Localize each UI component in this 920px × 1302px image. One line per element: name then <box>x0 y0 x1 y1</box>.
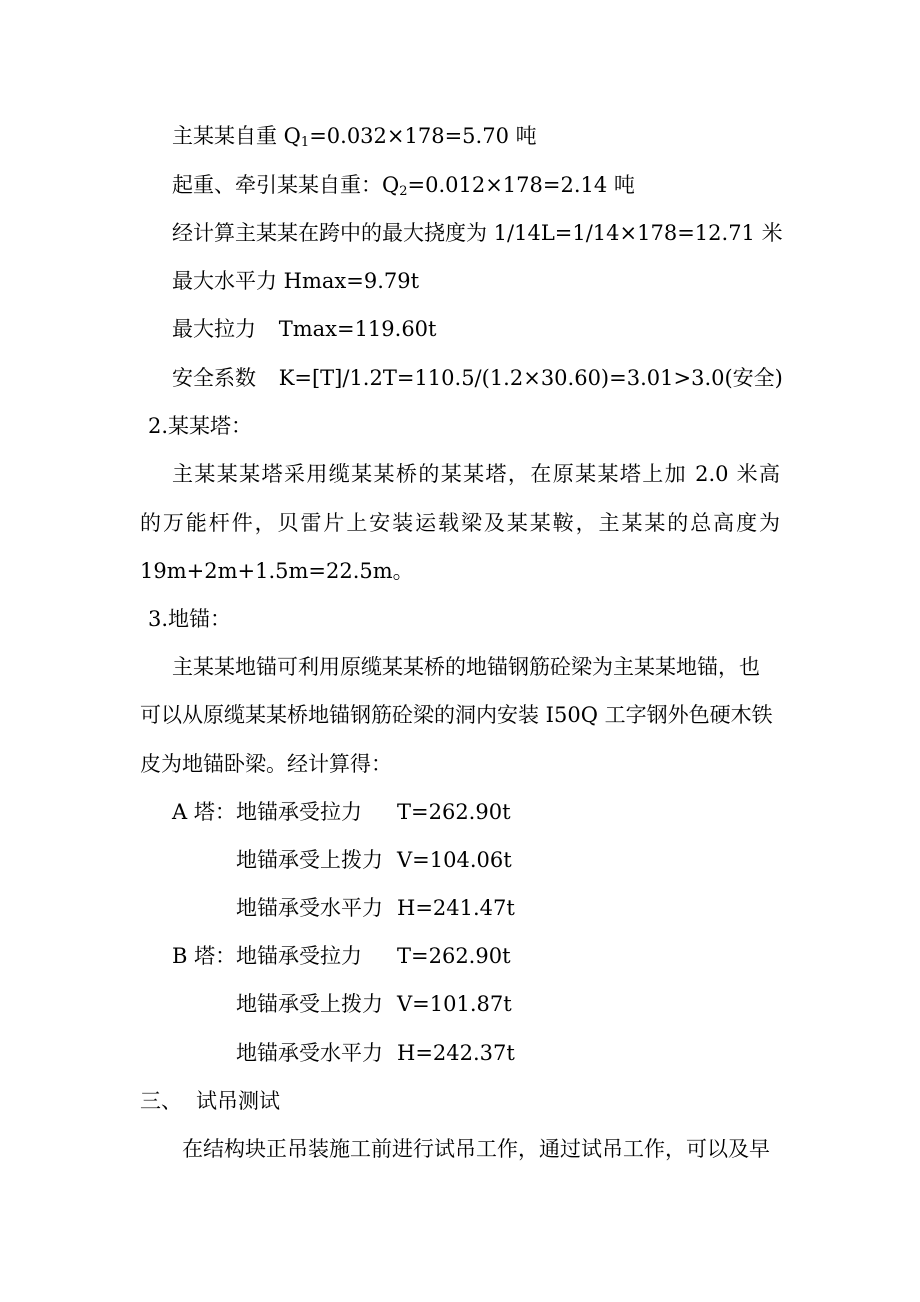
section-three-number: 三、 <box>140 1089 182 1113</box>
section-3-para-line-1: 主某某地锚可利用原缆某某桥的地锚钢筋砼梁为主某某地锚，也 <box>172 655 760 679</box>
section-2-text-1: 主某某某塔采用缆某某桥的某某塔，在原某某塔上加 2.0 米高 <box>172 462 780 486</box>
tower-a-horizontal-value: H=241.47t <box>397 896 515 920</box>
max-tension-value: Tmax=119.60t <box>278 317 437 341</box>
max-tension-label: 最大拉力 <box>172 317 256 341</box>
lifting-weight-line <box>172 171 635 199</box>
safety-factor-line <box>172 364 783 392</box>
section-3-para-line-3: 皮为地锚卧梁。经计算得： <box>140 752 392 776</box>
tower-a-tension-label: 地锚承受拉力 <box>236 800 362 824</box>
section-3-para-line-2: 可以从原缆某某桥地锚钢筋砼梁的洞内安装 I50Q 工字钢外色硬木铁 <box>140 703 773 727</box>
tower-a-uplift-value: V=104.06t <box>397 848 512 872</box>
tower-b-tension-value: T=262.90t <box>397 944 511 968</box>
max-tension-line <box>172 315 437 343</box>
section-three-title: 试吊测试 <box>196 1089 280 1113</box>
section-2-heading: 2.某某塔： <box>148 414 253 438</box>
deflection-line: 经计算主某某在跨中的最大挠度为 1/14L=1/14×178=12.71 米 <box>172 221 783 245</box>
lifting-weight-prefix: 起重、牵引某某自重：Q <box>172 173 400 197</box>
max-horizontal-force-line: 最大水平力 Hmax=9.79t <box>172 269 420 293</box>
tower-a-label: A 塔： <box>172 800 236 824</box>
tower-b-horizontal-value: H=242.37t <box>397 1041 515 1065</box>
self-weight-prefix: 主某某自重 Q <box>172 124 301 148</box>
safety-factor-value: K=[T]/1.2T=110.5/(1.2×30.60)=3.01>3.0(安全) <box>278 366 783 390</box>
tower-b-uplift-label: 地锚承受上拨力 <box>236 992 383 1016</box>
section-2-para-line-2 <box>140 509 780 537</box>
self-weight-value: =0.032×178=5.70 吨 <box>309 124 537 148</box>
self-weight-subscript: 1 <box>300 135 310 150</box>
tower-a-tension-value: T=262.90t <box>397 800 511 824</box>
tower-b-horizontal-label: 地锚承受水平力 <box>236 1041 383 1065</box>
section-2-para-line-1 <box>172 460 780 488</box>
section-2-text-2: 的万能杆件，贝雷片上安装运载梁及某某鞍，主某某的总高度为 <box>140 511 780 535</box>
tower-b-label: B 塔： <box>172 944 237 968</box>
tower-a-horizontal-label: 地锚承受水平力 <box>236 896 383 920</box>
safety-factor-label: 安全系数 <box>172 366 256 390</box>
final-para-line-1: 在结构块正吊装施工前进行试吊工作，通过试吊工作，可以及早 <box>182 1137 770 1161</box>
section-2-para-line-3: 19m+2m+1.5m=22.5m。 <box>140 559 414 583</box>
section-3-heading: 3.地锚： <box>148 607 232 631</box>
tower-b-tension-label: 地锚承受拉力 <box>236 944 362 968</box>
lifting-weight-subscript: 2 <box>399 184 408 199</box>
lifting-weight-value: =0.012×178=2.14 吨 <box>407 173 635 197</box>
self-weight-line <box>172 122 537 150</box>
tower-a-uplift-label: 地锚承受上拨力 <box>236 848 383 872</box>
tower-b-uplift-value: V=101.87t <box>397 992 512 1016</box>
